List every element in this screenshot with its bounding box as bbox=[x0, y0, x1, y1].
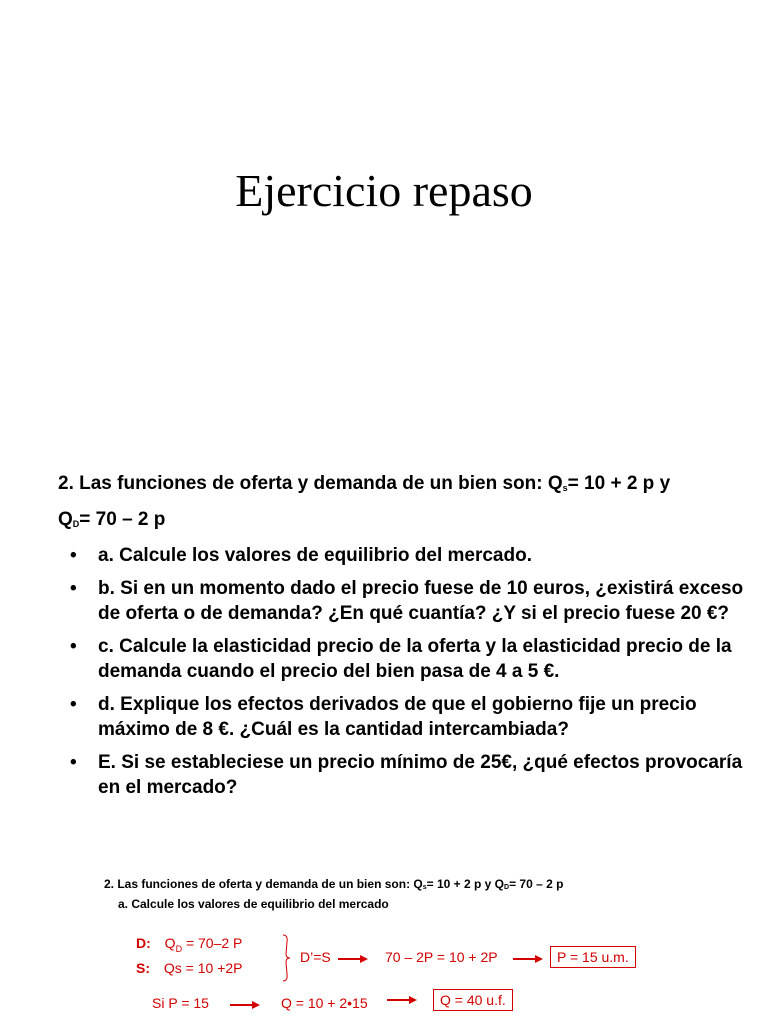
arrow-right-icon bbox=[230, 1001, 260, 1009]
bullet-icon: • bbox=[70, 578, 77, 599]
statement-part-3: Q bbox=[58, 509, 73, 530]
bullet-icon: • bbox=[70, 545, 77, 566]
equilibrium-condition: D’=S bbox=[300, 949, 331, 965]
arrow-right-icon bbox=[387, 996, 417, 1004]
equilibrium-equation: 70 – 2P = 10 + 2P bbox=[385, 949, 498, 965]
solution-header bbox=[104, 876, 664, 913]
question-text: E. Si se estableciese un precio mínimo de 25€, ¿qué efectos provocaría en el mercado? bbox=[98, 752, 743, 798]
demand-equation: $Q_D = 70-2$ P bbox=[164, 935, 243, 954]
question-text: d. Explique los efectos derivados de que el gobierno fije un precio máximo de 8 €. ¿Cuál es la cantidad intercambiada? bbox=[98, 694, 697, 740]
quantity-calculation: Q = 10 + 2•15 bbox=[281, 995, 368, 1011]
problem-statement bbox=[58, 468, 748, 540]
supply-label: S: bbox=[136, 960, 150, 976]
question-item bbox=[70, 692, 748, 742]
price-result: P = 15 u.m. bbox=[550, 946, 636, 968]
sol-demand-subscript: D bbox=[504, 884, 510, 891]
demand-subscript: D bbox=[72, 519, 80, 529]
statement-part-1: 2. Las funciones de oferta y demanda de un bien son: Q bbox=[58, 473, 563, 494]
question-text: a. Calcule los valores de equilibrio del mercado. bbox=[98, 545, 532, 566]
question-item bbox=[70, 750, 748, 800]
bullet-icon: • bbox=[70, 694, 77, 715]
bullet-icon: • bbox=[70, 636, 77, 657]
sol-part-3: = 70 – 2 p bbox=[509, 877, 564, 891]
demand-label: D: bbox=[136, 935, 151, 951]
question-item bbox=[70, 634, 748, 684]
question-list bbox=[58, 543, 748, 800]
problem-block bbox=[58, 468, 748, 808]
statement-part-4: = 70 – 2 p bbox=[79, 509, 166, 530]
question-text: b. Si en un momento dado el precio fuese de 10 euros, ¿existirá exceso de oferta o de demanda? ¿En qué cuantía? ¿Y si el precio fuese 20 €? bbox=[98, 578, 744, 624]
supply-line bbox=[136, 960, 243, 976]
demand-line bbox=[136, 935, 242, 954]
page-title: Ejercicio repaso bbox=[235, 165, 533, 216]
sol-supply-subscript: s bbox=[422, 884, 427, 891]
arrow-right-icon bbox=[338, 955, 368, 963]
brace-icon bbox=[280, 934, 292, 982]
bullet-icon: • bbox=[70, 752, 77, 773]
supply-subscript: s bbox=[562, 483, 568, 493]
solution-subheader: a. Calcule los valores de equilibrio del mercado bbox=[118, 897, 389, 911]
question-item bbox=[70, 543, 748, 568]
statement-part-2: = 10 + 2 p y bbox=[567, 473, 671, 494]
question-text: c. Calcule la elasticidad precio de la oferta y la elasticidad precio de la demanda cuando el precio del bien pasa de 4 a 5 €. bbox=[98, 636, 732, 682]
sol-part-2: = 10 + 2 p y Q bbox=[426, 877, 505, 891]
quantity-result: Q = 40 u.f. bbox=[433, 989, 513, 1011]
question-item bbox=[70, 576, 748, 626]
price-substitution: Si P = 15 bbox=[152, 995, 209, 1011]
supply-equation: Qs = 10 +2P bbox=[163, 960, 243, 976]
solution-statement bbox=[104, 876, 664, 896]
sol-part-1: 2. Las funciones de oferta y demanda de un bien son: Q bbox=[104, 877, 423, 891]
arrow-right-icon bbox=[513, 955, 543, 963]
